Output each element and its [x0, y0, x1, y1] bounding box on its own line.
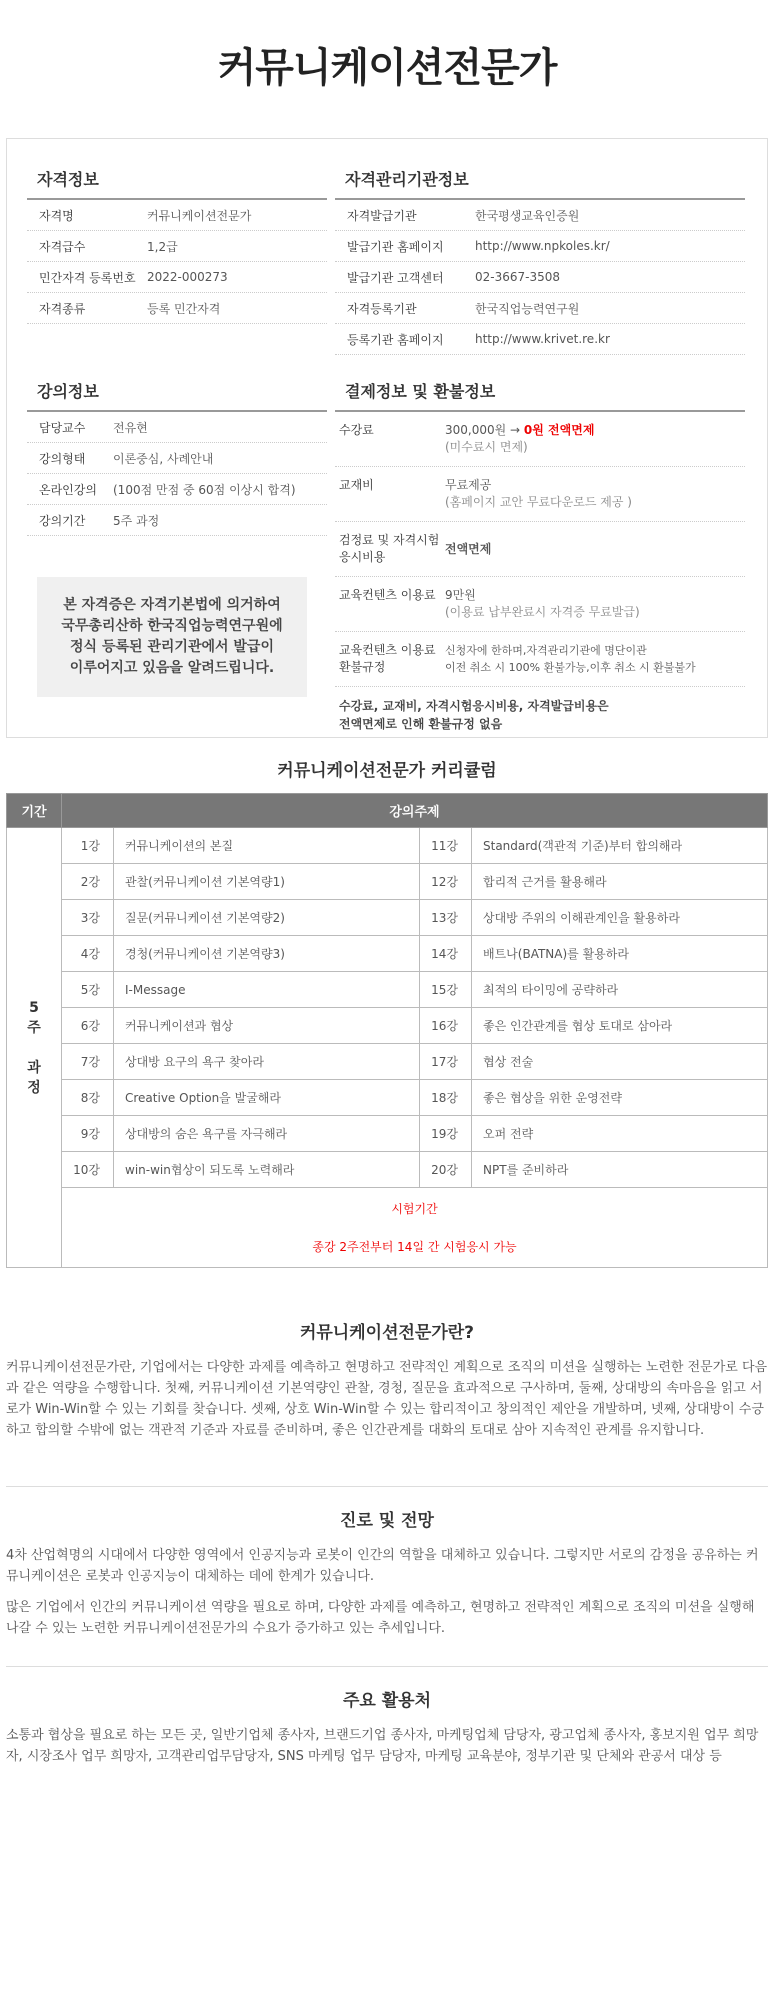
agency-heading: 자격관리기관정보 — [335, 167, 745, 200]
kv-key: 발급기관 홈페이지 — [347, 239, 444, 254]
lesson-topic: 관찰(커뮤니케이션 기본역량1) — [114, 864, 420, 900]
exam-cell — [62, 1188, 768, 1268]
lesson-number: 14강 — [420, 936, 472, 972]
lesson-number: 13강 — [420, 900, 472, 936]
period-cell — [7, 828, 62, 1268]
table-row — [7, 1080, 768, 1116]
lesson-topic: 좋은 인간관계를 협상 토대로 삼아라 — [472, 1008, 768, 1044]
material-label: 교재비 — [339, 478, 374, 492]
lesson-number: 5강 — [62, 972, 114, 1008]
lesson-topic: 상대방 요구의 욕구 찾아라 — [114, 1044, 420, 1080]
agency-section — [335, 167, 745, 355]
notice-line: 본 자격증은 자격기본법에 의거하여 — [63, 597, 281, 613]
lesson-topic: 상대방의 숨은 욕구를 자극해라 — [114, 1116, 420, 1152]
notice-box — [37, 577, 307, 697]
kv-row — [27, 505, 327, 536]
table-row — [7, 936, 768, 972]
kv-row — [335, 324, 745, 355]
exam-title: 시험기간 — [391, 1201, 438, 1216]
kv-row — [27, 443, 327, 474]
about-section — [6, 1318, 768, 1451]
lesson-number: 16강 — [420, 1008, 472, 1044]
kv-row — [27, 293, 327, 324]
usage-body: 소통과 협상을 필요로 하는 모든 곳, 일반기업체 종사자, 브랜드기업 종사자, 마케팅업체 담당자, 광고업체 종사자, 홍보지원 업무 희망자, 시장조사 업무 희망자, 고객관리업무담당자, SNS 마케팅 업무 담당자, 마케팅 교육분야, 정부기관 및 단체와 관공서 대상 등 — [6, 1728, 759, 1764]
lesson-topic: 최적의 타이밍에 공략하라 — [472, 972, 768, 1008]
kv-value: 커뮤니케이션전문가 — [147, 208, 252, 223]
lesson-topic: NPT를 준비하라 — [472, 1152, 768, 1188]
kv-row — [335, 262, 745, 293]
material-value: 무료제공 — [445, 478, 492, 492]
exam-desc: 종강 2주전부터 14일 간 시험응시 가능 — [312, 1239, 517, 1254]
kv-row — [335, 293, 745, 324]
period-char: 주 — [27, 1019, 41, 1036]
registry-homepage-link[interactable]: http://www.krivet.re.kr — [475, 332, 610, 346]
lesson-number: 3강 — [62, 900, 114, 936]
lesson-number: 18강 — [420, 1080, 472, 1116]
notice-line: 정식 등록된 관리기관에서 발급이 — [70, 639, 274, 655]
career-paragraph: 많은 기업에서 인간의 커뮤니케이션 역량을 필요로 하며, 다양한 과제를 예측하고, 현명하고 전략적인 계획으로 조직의 미션을 실행해 나갈 수 있는 노련한 커뮤니케이션전문가의 수요가 증가하고 있는 추세입니다. — [6, 1600, 755, 1636]
lesson-number: 1강 — [62, 828, 114, 864]
lesson-number: 7강 — [62, 1044, 114, 1080]
refund-line: 이전 취소 시 100% 환불가능,이후 취소 시 환불불가 — [445, 661, 696, 674]
refund-footer-line: 전액면제로 인해 환불규정 없음 — [339, 717, 503, 731]
usage-section — [6, 1686, 768, 1777]
period-char: 과 — [27, 1059, 41, 1076]
curriculum-title: 커뮤니케이션전문가 커리큘럼 — [277, 761, 497, 781]
lesson-topic: Standard(객관적 기준)부터 합의해라 — [472, 828, 768, 864]
refund-label: 교육컨텐츠 이용료 — [339, 643, 436, 657]
period-char — [7, 1038, 61, 1058]
refund-line: 신청자에 한하며,자격관리기관에 명단이관 — [445, 644, 647, 657]
payment-section — [335, 379, 745, 743]
table-row — [7, 1044, 768, 1080]
kv-key: 담당교수 — [39, 420, 86, 435]
career-section — [6, 1506, 768, 1649]
curriculum-table — [6, 793, 768, 1268]
lesson-number: 6강 — [62, 1008, 114, 1044]
table-row — [7, 972, 768, 1008]
kv-row — [27, 474, 327, 505]
kv-value: 한국평생교육인증원 — [475, 208, 580, 223]
fee-row — [335, 412, 745, 467]
refund-row — [335, 632, 745, 687]
kv-key: 민간자격 등록번호 — [39, 270, 136, 285]
col-period-header: 기간 — [7, 794, 62, 828]
lesson-topic: 경청(커뮤니케이션 기본역량3) — [114, 936, 420, 972]
refund-label: 환불규정 — [339, 660, 386, 674]
fee-free: 0원 전액면제 — [523, 423, 595, 437]
refund-footer-line: 수강료, 교재비, 자격시험응시비용, 자격발급비용은 — [339, 699, 609, 713]
usage-heading: 주요 활용처 — [342, 1691, 432, 1711]
kv-row — [27, 262, 327, 293]
divider — [6, 1486, 768, 1487]
col-topic-header: 강의주제 — [62, 794, 768, 828]
lesson-number: 12강 — [420, 864, 472, 900]
kv-value: 1,2급 — [147, 239, 178, 254]
exam-row — [7, 1188, 768, 1268]
qualification-section — [27, 167, 327, 324]
table-row — [7, 828, 768, 864]
kv-value: 이론중심, 사례안내 — [113, 451, 214, 466]
lesson-number: 17강 — [420, 1044, 472, 1080]
kv-row — [335, 200, 745, 231]
about-heading: 커뮤니케이션전문가란? — [299, 1323, 475, 1343]
kv-value: (100점 만점 중 60점 이상시 합격) — [113, 482, 296, 497]
kv-key: 자격급수 — [39, 239, 86, 254]
table-row — [7, 1152, 768, 1188]
lesson-topic: 질문(커뮤니케이션 기본역량2) — [114, 900, 420, 936]
lesson-topic: 커뮤니케이션과 협상 — [114, 1008, 420, 1044]
notice-line: 국무총리산하 한국직업능력연구원에 — [61, 618, 283, 634]
lesson-topic: 합리적 근거를 활용해라 — [472, 864, 768, 900]
lesson-topic: 상대방 주위의 이해관계인을 활용하라 — [472, 900, 768, 936]
lesson-number: 19강 — [420, 1116, 472, 1152]
table-row — [7, 900, 768, 936]
content-fee-note: (이용료 납부완료시 자격증 무료발급) — [445, 605, 640, 619]
kv-key: 등록기관 홈페이지 — [347, 332, 444, 347]
kv-key: 자격등록기관 — [347, 301, 417, 316]
lesson-number: 20강 — [420, 1152, 472, 1188]
page-title: 커뮤니케이션전문가 — [217, 45, 557, 91]
refund-footer — [335, 687, 745, 743]
lesson-number: 8강 — [62, 1080, 114, 1116]
career-paragraph: 4차 산업혁명의 시대에서 다양한 영역에서 인공지능과 로봇이 인간의 역할을 대체하고 있습니다. 그렇지만 서로의 감정을 공유하는 커뮤니케이션은 로봇과 인공지능이 대체하는 데에 한계가 있습니다. — [6, 1548, 759, 1584]
kv-value: 02-3667-3508 — [475, 270, 561, 284]
payment-heading: 결제정보 및 환불정보 — [335, 379, 745, 412]
kv-key: 온라인강의 — [39, 482, 97, 497]
lesson-topic: 배트나(BATNA)를 활용하라 — [472, 936, 768, 972]
fee-label: 수강료 — [339, 423, 374, 437]
table-row — [7, 1008, 768, 1044]
info-box — [6, 138, 768, 738]
notice-line: 이루어지고 있음을 알려드립니다. — [69, 660, 275, 676]
kv-key: 자격발급기관 — [347, 208, 417, 223]
exam-fee-value: 전액면제 — [445, 541, 492, 556]
kv-key: 자격명 — [39, 208, 74, 223]
content-fee-row — [335, 577, 745, 632]
about-body: 커뮤니케이션전문가란, 기업에서는 다양한 과제를 예측하고 현명하고 전략적인 계획으로 조직의 미션을 실행하는 노련한 전문가로 다음과 같은 역량을 수행합니다. 첫째, 커뮤니케이션 기본역량인 관찰, 경청, 질문을 효과적으로 구사하며, 둘째, 상대방의 속마음을 읽고 서로가 Win-Win할 수 있는 기회를 찾습니다. 셋째, 상호 Win-Win할 수 있는 합리적이고 창의적인 제안을 개발하며, 넷째, 상대방이 수긍하고 합의할 수밖에 없는 객관적 기준과 자료를 준비하며, 좋은 인간관계를 대화의 토대로 삼아 지속적인 관계를 유지합니다. — [6, 1360, 768, 1438]
lesson-number: 10강 — [62, 1152, 114, 1188]
content-fee-value: 9만원 — [445, 588, 476, 602]
kv-row — [27, 231, 327, 262]
period-char: 5 — [29, 999, 39, 1016]
period-char: 정 — [27, 1079, 41, 1096]
lesson-topic: 협상 전술 — [472, 1044, 768, 1080]
kv-value: 5주 과정 — [113, 513, 160, 528]
kv-value: 전유현 — [113, 420, 148, 435]
fee-price: 300,000원 → — [445, 423, 521, 437]
kv-value: 등록 민간자격 — [147, 301, 221, 316]
exam-fee-label: 응시비용 — [339, 550, 386, 564]
kv-key: 발급기관 고객센터 — [347, 270, 444, 285]
lecture-section — [27, 379, 327, 536]
kv-row — [27, 412, 327, 443]
lesson-topic: 오퍼 전략 — [472, 1116, 768, 1152]
lecture-heading: 강의정보 — [27, 379, 327, 412]
lesson-number: 2강 — [62, 864, 114, 900]
kv-key: 자격종류 — [39, 301, 86, 316]
kv-key: 강의기간 — [39, 513, 86, 528]
fee-note: (미수료시 면제) — [445, 440, 528, 454]
divider — [6, 1666, 768, 1667]
lesson-number: 4강 — [62, 936, 114, 972]
material-note: (홈페이지 교안 무료다운로드 제공 ) — [445, 495, 632, 509]
qualification-heading: 자격정보 — [27, 167, 327, 200]
content-fee-label: 교육컨텐츠 이용료 — [339, 588, 436, 602]
kv-key: 강의형태 — [39, 451, 86, 466]
exam-fee-label: 검정료 및 자격시험 — [339, 533, 440, 547]
lesson-topic: 좋은 협상을 위한 운영전략 — [472, 1080, 768, 1116]
lesson-number: 9강 — [62, 1116, 114, 1152]
career-heading: 진로 및 전망 — [340, 1511, 434, 1531]
kv-row — [27, 200, 327, 231]
lesson-number: 11강 — [420, 828, 472, 864]
exam-fee-row — [335, 522, 745, 577]
material-row — [335, 467, 745, 522]
lesson-topic: Creative Option을 발굴해라 — [114, 1080, 420, 1116]
lesson-topic: 커뮤니케이션의 본질 — [114, 828, 420, 864]
table-row — [7, 1116, 768, 1152]
lesson-topic: I-Message — [114, 972, 420, 1008]
table-row — [7, 864, 768, 900]
kv-value: 2022-000273 — [147, 270, 228, 284]
kv-row — [335, 231, 745, 262]
lesson-topic: win-win협상이 되도록 노력해라 — [114, 1152, 420, 1188]
lesson-number: 15강 — [420, 972, 472, 1008]
agency-homepage-link[interactable]: http://www.npkoles.kr/ — [475, 239, 610, 253]
kv-value: 한국직업능력연구원 — [475, 301, 580, 316]
